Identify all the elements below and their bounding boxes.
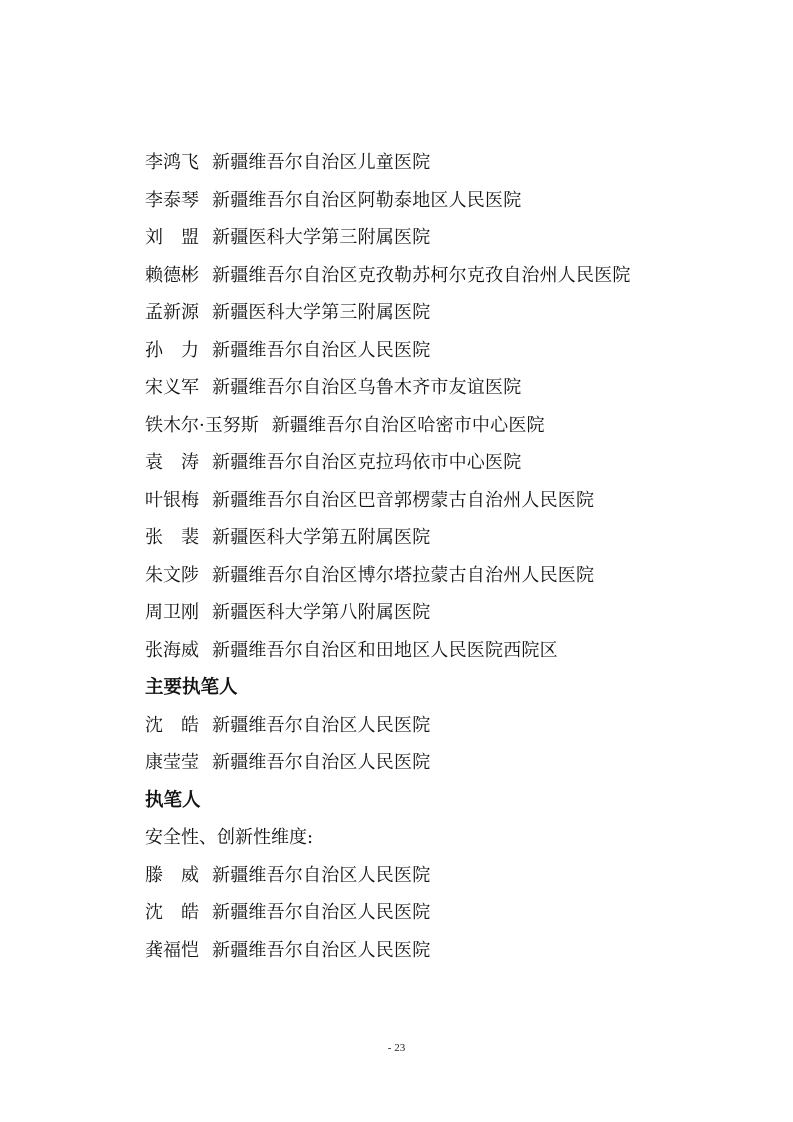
person-name: 张海威 (145, 639, 199, 661)
institution-name: 新疆维吾尔自治区人民医院 (212, 902, 431, 923)
person-name: 孙 力 (145, 339, 199, 361)
list-item (145, 857, 765, 895)
person-name: 滕 威 (145, 864, 199, 886)
institution-name: 新疆维吾尔自治区博尔塔拉蒙古自治州人民医院 (212, 564, 595, 586)
list-item (145, 594, 765, 632)
list-item (145, 444, 765, 482)
institution-name: 新疆医科大学第三附属医院 (212, 227, 431, 248)
list-item (145, 144, 765, 182)
person-name: 铁木尔·玉努斯 (145, 414, 259, 436)
person-name: 沈 皓 (145, 902, 199, 923)
person-name: 宋义军 (145, 377, 199, 398)
list-item (145, 894, 765, 932)
person-name: 李鸿飞 (145, 152, 199, 173)
person-name: 袁 涛 (145, 452, 199, 473)
person-name: 叶银梅 (145, 489, 199, 511)
institution-name: 新疆维吾尔自治区哈密市中心医院 (271, 414, 545, 436)
list-item (145, 369, 765, 407)
person-name: 周卫刚 (145, 602, 199, 623)
list-item (145, 332, 765, 370)
institution-name: 新疆维吾尔自治区乌鲁木齐市友谊医院 (212, 377, 522, 398)
person-name: 孟新源 (145, 302, 199, 323)
main-writers-heading: 主要执笔人 (145, 677, 238, 698)
institution-name: 新疆维吾尔自治区人民医院 (212, 752, 431, 773)
institution-name: 新疆维吾尔自治区人民医院 (212, 714, 431, 736)
list-item (145, 219, 765, 257)
institution-name: 新疆维吾尔自治区人民医院 (212, 339, 431, 361)
institution-name: 新疆维吾尔自治区人民医院 (212, 939, 431, 961)
list-item (145, 407, 765, 445)
person-name: 刘 盟 (145, 227, 199, 248)
person-name: 康莹莹 (145, 752, 199, 773)
institution-name: 新疆维吾尔自治区人民医院 (212, 864, 431, 886)
person-name: 张 裴 (145, 527, 199, 548)
writers-heading: 执笔人 (145, 789, 201, 811)
person-name: 龚福恺 (145, 939, 199, 961)
institution-name: 新疆维吾尔自治区阿勒泰地区人民医院 (212, 189, 522, 211)
institution-name: 新疆维吾尔自治区克拉玛依市中心医院 (212, 452, 522, 473)
person-name: 李泰琴 (145, 189, 199, 211)
list-item (145, 482, 765, 520)
list-item (145, 257, 765, 295)
list-item (145, 932, 765, 970)
list-item (145, 519, 765, 557)
list-item (145, 557, 765, 595)
institution-name: 新疆医科大学第八附属医院 (212, 602, 431, 623)
person-name: 沈 皓 (145, 714, 199, 736)
list-item (145, 294, 765, 332)
list-item (145, 632, 765, 670)
institution-name: 新疆医科大学第三附属医院 (212, 302, 431, 323)
institution-name: 新疆维吾尔自治区儿童医院 (212, 152, 431, 173)
person-name: 朱文陟 (145, 564, 199, 586)
institution-name: 新疆医科大学第五附属医院 (212, 527, 431, 548)
institution-name: 新疆维吾尔自治区克孜勒苏柯尔克孜自治州人民医院 (212, 264, 631, 286)
list-item (145, 744, 765, 782)
document-body (145, 144, 765, 969)
institution-name: 新疆维吾尔自治区巴音郭楞蒙古自治州人民医院 (212, 489, 595, 511)
person-name: 赖德彬 (145, 264, 199, 286)
list-item (145, 707, 765, 745)
page-number: - 23 (387, 1042, 406, 1054)
writers-dimension-subheading: 安全性、创新性维度: (145, 827, 314, 848)
list-item (145, 182, 765, 220)
institution-name: 新疆维吾尔自治区和田地区人民医院西院区 (212, 639, 558, 661)
